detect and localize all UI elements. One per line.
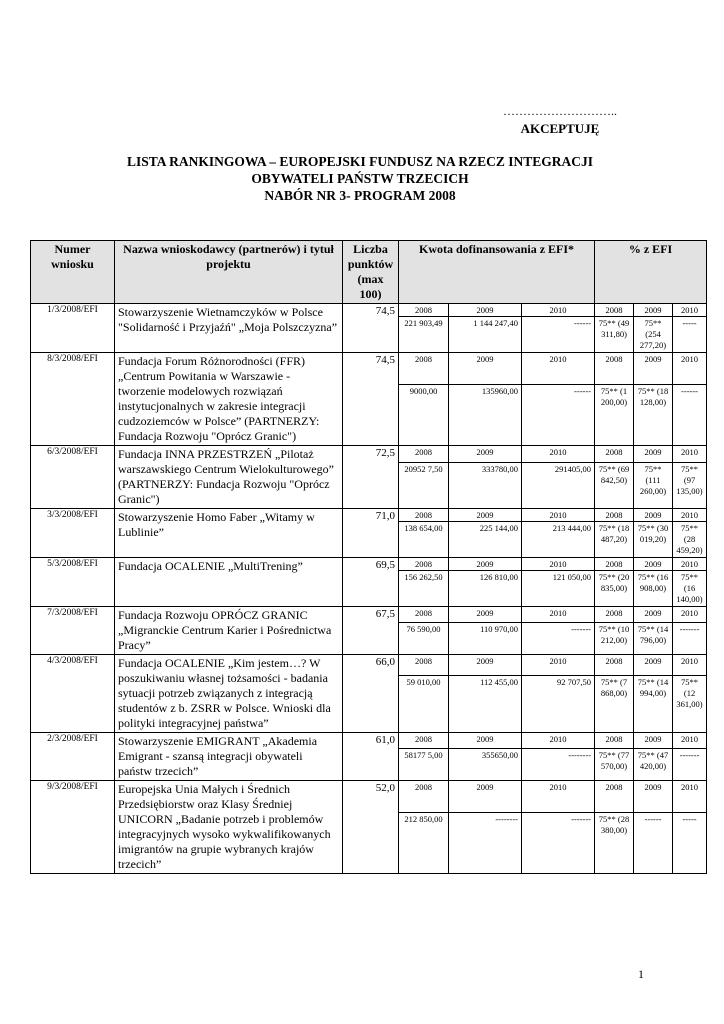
amount-year-label: 2008 [399, 733, 449, 749]
efi-2010: ----- [673, 317, 707, 353]
table-row [31, 607, 707, 623]
efi-2009: 75** (14 994,00) [634, 675, 673, 732]
title-line-1: LISTA RANKINGOWA – EUROPEJSKI FUNDUSZ NA RZECZ INTEGRACJI [127, 154, 593, 169]
amount-2010: ------- [522, 812, 595, 873]
amount-year-label: 2009 [449, 304, 522, 317]
efi-2008: 75** (20 835,00) [595, 571, 634, 607]
application-number: 6/3/2008/EFI [31, 446, 115, 509]
efi-2009: 75** (18 128,00) [634, 384, 673, 445]
efi-year-label: 2010 [673, 558, 707, 571]
amount-year-label: 2008 [399, 655, 449, 676]
points-value: 61,0 [343, 733, 399, 781]
efi-2010: ------- [673, 749, 707, 781]
amount-2009: 333780,00 [449, 462, 522, 508]
points-value: 66,0 [343, 655, 399, 733]
efi-year-label: 2008 [595, 353, 634, 385]
amount-year-label: 2008 [399, 607, 449, 623]
amount-year-label: 2009 [449, 353, 522, 385]
points-value: 71,0 [343, 509, 399, 558]
amount-2008: 221 903,49 [399, 317, 449, 353]
amount-2009: 135960,00 [449, 384, 522, 445]
applicant-name: Stowarzyszenie EMIGRANT „Akademia Emigrant - szansą integracji obywateli państw trzecich” [115, 733, 343, 781]
points-value: 52,0 [343, 781, 399, 874]
header-number: Numer wniosku [31, 241, 115, 304]
efi-2010: 75** (16 140,00) [673, 571, 707, 607]
signature-line: ……………………….. [503, 104, 617, 118]
table-row [31, 655, 707, 676]
efi-2008: 75** (69 842,50) [595, 462, 634, 508]
amount-2009: 355650,00 [449, 749, 522, 781]
efi-year-label: 2009 [634, 353, 673, 385]
efi-2010: 75** (28 459,20) [673, 522, 707, 558]
application-number: 4/3/2008/EFI [31, 655, 115, 733]
amount-year-label: 2010 [522, 558, 595, 571]
amount-year-label: 2009 [449, 733, 522, 749]
efi-2008: 75** (49 311,80) [595, 317, 634, 353]
ranking-table [30, 240, 707, 874]
efi-year-label: 2008 [595, 733, 634, 749]
table-row [31, 509, 707, 522]
efi-2010: ------ [673, 384, 707, 445]
efi-year-label: 2010 [673, 304, 707, 317]
header-efi: % z EFI [595, 241, 707, 304]
amount-year-label: 2009 [449, 781, 522, 813]
acceptance-label: AKCEPTUJĘ [520, 121, 600, 136]
amount-year-label: 2008 [399, 509, 449, 522]
efi-year-label: 2010 [673, 733, 707, 749]
efi-year-label: 2009 [634, 607, 673, 623]
points-value: 69,5 [343, 558, 399, 607]
applicant-name: Fundacja Rozwoju OPRÓCZ GRANIC „Migranckie Centrum Karier i Pośrednictwa Pracy” [115, 607, 343, 655]
amount-2009: 225 144,00 [449, 522, 522, 558]
amount-2008: 156 262,50 [399, 571, 449, 607]
efi-year-label: 2010 [673, 781, 707, 813]
efi-2008: 75** (1 200,00) [595, 384, 634, 445]
points-value: 67,5 [343, 607, 399, 655]
amount-2010: ------- [522, 623, 595, 655]
efi-2009: 75** (254 277,20) [634, 317, 673, 353]
amount-year-label: 2008 [399, 558, 449, 571]
table-row [31, 304, 707, 317]
application-number: 1/3/2008/EFI [31, 304, 115, 353]
amount-2008: 58177 5,00 [399, 749, 449, 781]
amount-year-label: 2010 [522, 607, 595, 623]
applicant-name: Fundacja OCALENIE „Kim jestem…? W poszukiwaniu własnej tożsamości - badania sytuacji potrzeb związanych z integracją studentów z b. ZSRR w Polsce. Wnioski dla polityki integracyjnej państwa” [115, 655, 343, 733]
applicant-name: Stowarzyszenie Wietnamczyków w Polsce "Solidarność i Przyjaźń" „Moja Polszczyzna” [115, 304, 343, 353]
efi-year-label: 2008 [595, 446, 634, 463]
efi-year-label: 2008 [595, 509, 634, 522]
page-number: 1 [638, 967, 644, 981]
efi-2008: 75** (10 212,00) [595, 623, 634, 655]
amount-2008: 59 010,00 [399, 675, 449, 732]
efi-year-label: 2008 [595, 655, 634, 676]
efi-year-label: 2009 [634, 733, 673, 749]
amount-2008: 212 850,00 [399, 812, 449, 873]
amount-2008: 138 654,00 [399, 522, 449, 558]
amount-year-label: 2010 [522, 655, 595, 676]
efi-year-label: 2010 [673, 446, 707, 463]
amount-year-label: 2009 [449, 558, 522, 571]
amount-2010: 213 444,00 [522, 522, 595, 558]
amount-year-label: 2008 [399, 781, 449, 813]
header-points: Liczba punktów (max 100) [343, 241, 399, 304]
efi-year-label: 2008 [595, 558, 634, 571]
table-row [31, 353, 707, 385]
points-value: 74,5 [343, 304, 399, 353]
amount-2010: 291405,00 [522, 462, 595, 508]
amount-2010: 92 707,50 [522, 675, 595, 732]
efi-year-label: 2010 [673, 655, 707, 676]
amount-year-label: 2010 [522, 304, 595, 317]
efi-year-label: 2008 [595, 304, 634, 317]
table-header-row [31, 241, 707, 304]
amount-year-label: 2010 [522, 733, 595, 749]
amount-2009: 1 144 247,40 [449, 317, 522, 353]
amount-year-label: 2009 [449, 509, 522, 522]
efi-year-label: 2010 [673, 509, 707, 522]
points-value: 72,5 [343, 446, 399, 509]
application-number: 3/3/2008/EFI [31, 509, 115, 558]
amount-2009: 126 810,00 [449, 571, 522, 607]
header-name: Nazwa wnioskodawcy (partnerów) i tytuł projektu [115, 241, 343, 304]
efi-2009: 75** (16 908,00) [634, 571, 673, 607]
application-number: 5/3/2008/EFI [31, 558, 115, 607]
amount-year-label: 2010 [522, 353, 595, 385]
efi-2010: 75** (97 135,00) [673, 462, 707, 508]
applicant-name: Fundacja OCALENIE „MultiTrening” [115, 558, 343, 607]
table-row [31, 558, 707, 571]
title-line-2: OBYWATELI PAŃSTW TRZECICH [251, 171, 469, 186]
amount-2010: ------ [522, 384, 595, 445]
efi-year-label: 2009 [634, 655, 673, 676]
amount-year-label: 2009 [449, 607, 522, 623]
applicant-name: Fundacja Forum Różnorodności (FFR) „Centrum Powitania w Warszawie - tworzenie modelowych rozwiązań instytucjonalnych w zakresie integracji cudzoziemców w Polsce” (PARTNERZY: Fundacja Rozwoju "Oprócz Granic") [115, 353, 343, 446]
table-row [31, 446, 707, 463]
efi-year-label: 2010 [673, 607, 707, 623]
title-line-3: NABÓR NR 3- PROGRAM 2008 [264, 188, 456, 203]
acceptance-block [480, 104, 640, 137]
efi-2009: ------ [634, 812, 673, 873]
efi-2009: 75** (111 260,00) [634, 462, 673, 508]
amount-year-label: 2008 [399, 353, 449, 385]
efi-year-label: 2009 [634, 446, 673, 463]
efi-2008: 75** (7 868,00) [595, 675, 634, 732]
amount-year-label: 2009 [449, 446, 522, 463]
applicant-name: Stowarzyszenie Homo Faber „Witamy w Lublinie” [115, 509, 343, 558]
efi-2010: ------- [673, 623, 707, 655]
efi-2008: 75** (18 487,20) [595, 522, 634, 558]
amount-2008: 9000,00 [399, 384, 449, 445]
efi-2010: ----- [673, 812, 707, 873]
amount-year-label: 2008 [399, 446, 449, 463]
amount-year-label: 2009 [449, 655, 522, 676]
header-amount: Kwota dofinansowania z EFI* [399, 241, 595, 304]
amount-year-label: 2008 [399, 304, 449, 317]
applicant-name: Europejska Unia Małych i Średnich Przedsiębiorstw oraz Klasy Średniej UNICORN „Badanie potrzeb i problemów integracyjnych wysoko wykwalifikowanych imigrantów na grupie wybranych krajów trzecich” [115, 781, 343, 874]
application-number: 8/3/2008/EFI [31, 353, 115, 446]
application-number: 7/3/2008/EFI [31, 607, 115, 655]
application-number: 2/3/2008/EFI [31, 733, 115, 781]
efi-year-label: 2009 [634, 781, 673, 813]
efi-2009: 75** (14 796,00) [634, 623, 673, 655]
efi-2008: 75** (28 380,00) [595, 812, 634, 873]
amount-2010: -------- [522, 749, 595, 781]
efi-year-label: 2008 [595, 607, 634, 623]
table-row [31, 781, 707, 813]
amount-2009: 112 455,00 [449, 675, 522, 732]
efi-year-label: 2009 [634, 304, 673, 317]
application-number: 9/3/2008/EFI [31, 781, 115, 874]
amount-year-label: 2010 [522, 509, 595, 522]
page-title [60, 153, 660, 204]
table-row [31, 733, 707, 749]
efi-year-label: 2008 [595, 781, 634, 813]
amount-2009: 110 970,00 [449, 623, 522, 655]
amount-2008: 20952 7,50 [399, 462, 449, 508]
points-value: 74,5 [343, 353, 399, 446]
amount-2008: 76 590,00 [399, 623, 449, 655]
efi-year-label: 2010 [673, 353, 707, 385]
amount-2009: -------- [449, 812, 522, 873]
efi-2008: 75** (77 570,00) [595, 749, 634, 781]
efi-2009: 75** (30 019,20) [634, 522, 673, 558]
amount-2010: ------ [522, 317, 595, 353]
efi-2009: 75** (47 420,00) [634, 749, 673, 781]
amount-year-label: 2010 [522, 781, 595, 813]
efi-year-label: 2009 [634, 558, 673, 571]
applicant-name: Fundacja INNA PRZESTRZEŃ „Pilotaż warszawskiego Centrum Wielokulturowego” (PARTNERZY: Fundacja Rozwoju "Oprócz Granic") [115, 446, 343, 509]
amount-year-label: 2010 [522, 446, 595, 463]
efi-year-label: 2009 [634, 509, 673, 522]
amount-2010: 121 050,00 [522, 571, 595, 607]
efi-2010: 75** (12 361,00) [673, 675, 707, 732]
